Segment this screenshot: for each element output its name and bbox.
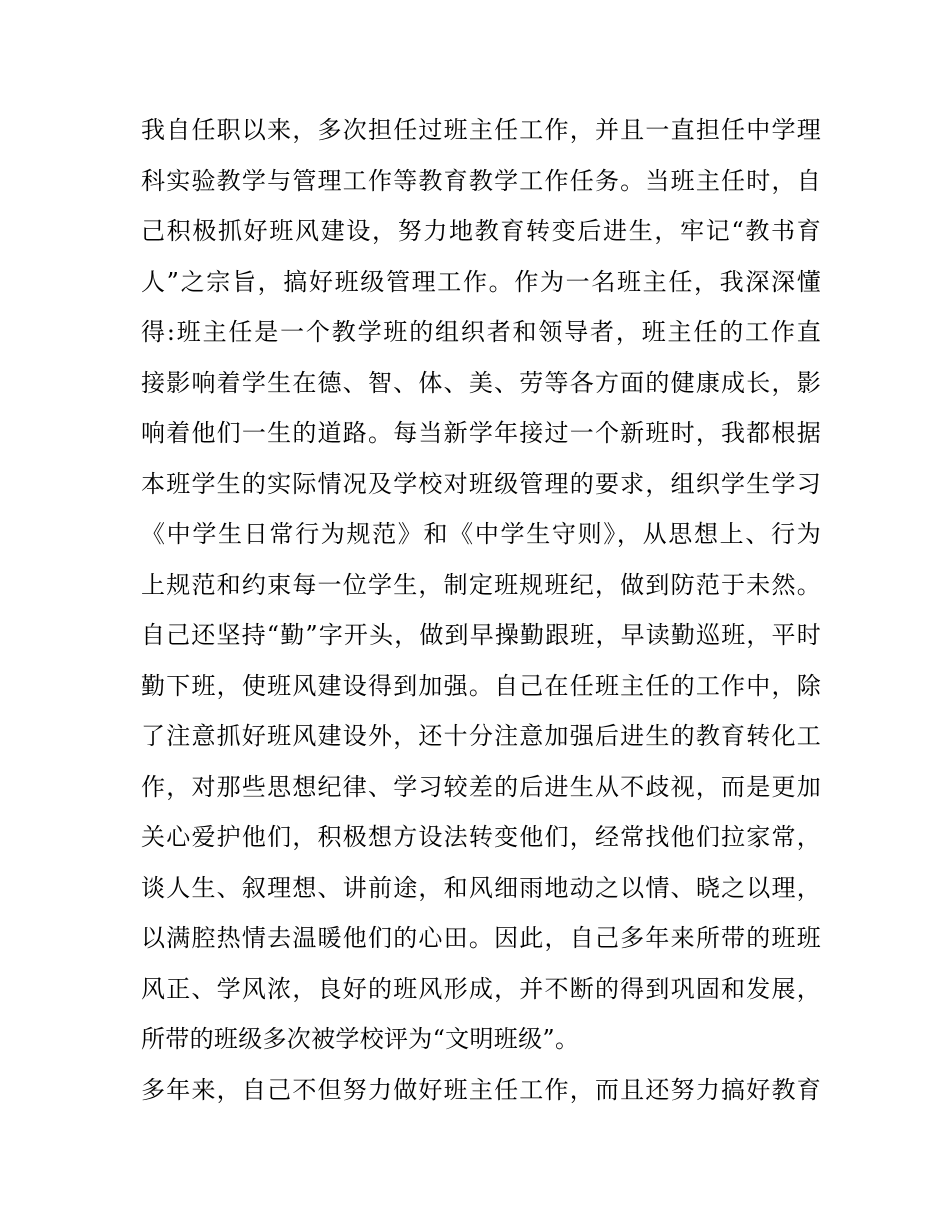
paragraph-1-line-18: 风正、学风浓，良好的班风形成，并不断的得到巩固和发展， <box>141 975 821 1003</box>
paragraph-1-line-8: 本班学生的实际情况及学校对班级管理的要求，组织学生学习 <box>141 470 821 498</box>
paragraph-1-line-1: 我自任职以来，多次担任过班主任工作，并且一直担任中学理 <box>141 116 821 144</box>
paragraph-1-line-9: 《中学生日常行为规范》和《中学生守则》，从思想上、行为 <box>141 520 821 548</box>
paragraph-1-line-3: 己积极抓好班风建设，努力地教育转变后进生，牢记“教书育 <box>141 217 821 245</box>
paragraph-1-line-7: 响着他们一生的道路。每当新学年接过一个新班时，我都根据 <box>141 419 821 447</box>
paragraph-1-line-11: 自己还坚持“勤”字开头，做到早操勤跟班，早读勤巡班，平时 <box>141 621 821 649</box>
paragraph-1-line-10: 上规范和约束每一位学生，制定班规班纪，做到防范于未然。 <box>141 571 821 599</box>
paragraph-1-line-6: 接影响着学生在德、智、体、美、劳等各方面的健康成长，影 <box>141 369 821 397</box>
paragraph-1-line-4: 人”之宗旨，搞好班级管理工作。作为一名班主任，我深深懂 <box>141 268 821 296</box>
paragraph-1-line-14: 作，对那些思想纪律、学习较差的后进生从不歧视，而是更加 <box>141 773 821 801</box>
paragraph-1-line-12: 勤下班，使班风建设得到加强。自己在任班主任的工作中，除 <box>141 672 821 700</box>
paragraph-1-line-19: 所带的班级多次被学校评为“文明班级”。 <box>141 1025 580 1053</box>
paragraph-1-line-17: 以满腔热情去温暖他们的心田。因此，自己多年来所带的班班 <box>141 924 821 952</box>
paragraph-1-line-13: 了注意抓好班风建设外，还十分注意加强后进生的教育转化工 <box>141 722 821 750</box>
paragraph-1-line-2: 科实验教学与管理工作等教育教学工作任务。当班主任时，自 <box>141 167 821 195</box>
paragraph-1-line-16: 谈人生、叙理想、讲前途，和风细雨地动之以情、晓之以理， <box>141 874 821 902</box>
paragraph-1-line-15: 关心爱护他们，积极想方设法转变他们，经常找他们拉家常， <box>141 823 821 851</box>
paragraph-1-line-5: 得:班主任是一个教学班的组织者和领导者，班主任的工作直 <box>141 318 821 346</box>
paragraph-2-line-1: 多年来，自己不但努力做好班主任工作，而且还努力搞好教育 <box>141 1076 821 1104</box>
